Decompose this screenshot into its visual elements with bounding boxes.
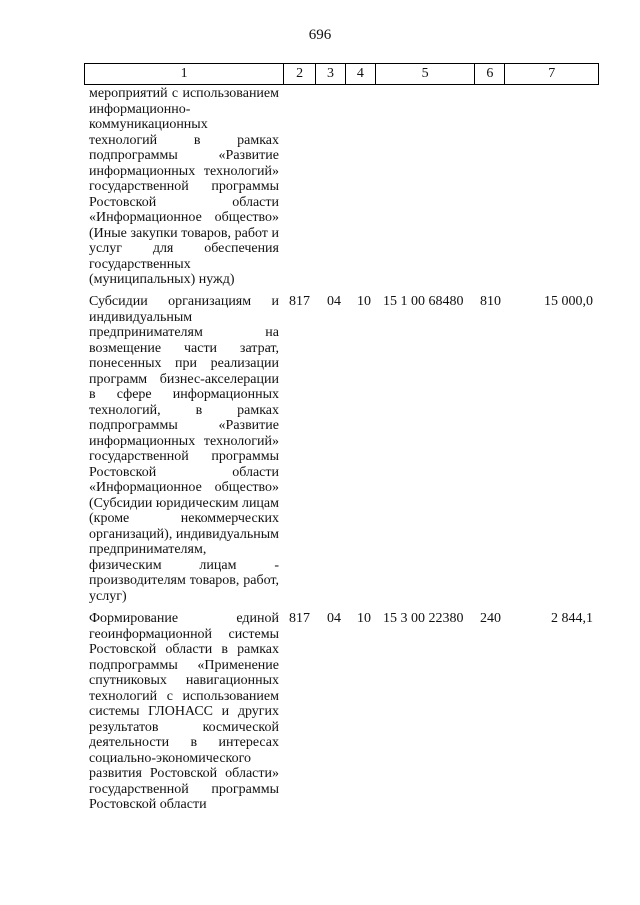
row-subsection: 10 <box>357 294 371 309</box>
row-grbs: 817 <box>289 611 310 626</box>
row-amount: 2 844,1 <box>551 611 593 626</box>
row-grbs: 817 <box>289 294 310 309</box>
table-header <box>84 63 599 85</box>
row-section: 04 <box>327 294 341 309</box>
row-description: Субсидии организациям и индивидуальным предпринимателям на возмещение части затрат, понесенных при реализации программ бизнес-акселерации в сфере информационных технологий, в рамках подпрограммы «Развитие информационных технологий» государственной программы Ростовской области «Информационное общество» (Субсидии юридическим лицам (кроме некоммерческих организаций), индивидуальным предпринимателям, физическим лицам - производителям товаров, работ, услуг) <box>89 294 279 604</box>
row-target-article: 15 3 00 22380 <box>383 611 464 626</box>
row-description: мероприятий с использованием информационно-коммуникационных технологий в рамках подпрограммы «Развитие информационных технологий» государственной программы Ростовской области «Информационное общество» (Иные закупки товаров, работ и услуг для обеспечения государственных (муниципальных) нужд) <box>89 86 279 287</box>
row-description: Формирование единой геоинформационной системы Ростовской области в рамках подпрограммы «Применение спутниковых навигационных технологий с использованием системы ГЛОНАСС и других результатов космической деятельности в интересах социально-экономического развития Ростовской области» государственной программы Ростовской области <box>89 611 279 812</box>
page-number: 696 <box>308 27 332 43</box>
row-subsection: 10 <box>357 611 371 626</box>
header-col-7: 7 <box>548 66 556 81</box>
header-col-3: 3 <box>316 64 346 84</box>
header-col-5: 5 <box>376 64 476 84</box>
header-col-6: 6 <box>475 64 505 84</box>
row-amount: 15 000,0 <box>544 294 593 309</box>
row-expense-type: 810 <box>480 294 501 309</box>
header-col-1: 1 <box>85 64 284 84</box>
header-col-2: 2 <box>284 64 316 84</box>
row-target-article: 15 1 00 68480 <box>383 294 464 309</box>
row-expense-type: 240 <box>480 611 501 626</box>
header-col-4: 4 <box>346 64 376 84</box>
row-section: 04 <box>327 611 341 626</box>
